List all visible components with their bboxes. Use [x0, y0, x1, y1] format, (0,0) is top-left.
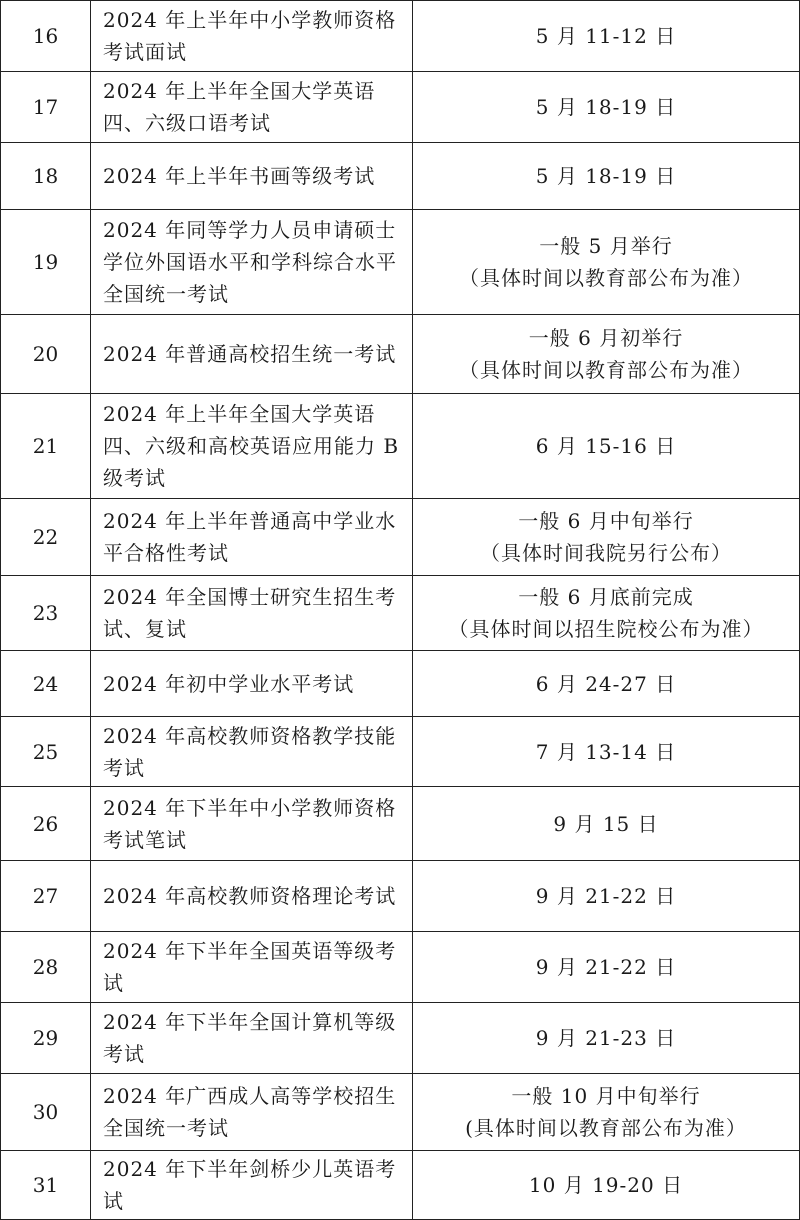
table-row: [1, 72, 800, 143]
exam-date: 10 月 19-20 日: [413, 1151, 800, 1220]
exam-name: 2024 年全国博士研究生招生考试、复试: [91, 576, 413, 651]
exam-date: 6 月 24-27 日: [413, 651, 800, 717]
exam-name: 2024 年下半年全国计算机等级考试: [91, 1003, 413, 1074]
row-number: 22: [1, 499, 91, 576]
exam-name: 2024 年下半年全国英语等级考试: [91, 932, 413, 1003]
exam-date: 6 月 15-16 日: [413, 394, 800, 499]
exam-name: 2024 年初中学业水平考试: [91, 651, 413, 717]
row-number: 27: [1, 861, 91, 932]
row-number: 24: [1, 651, 91, 717]
table-row: [1, 651, 800, 717]
row-number: 29: [1, 1003, 91, 1074]
exam-date: 一般 10 月中旬举行 (具体时间以教育部公布为准）: [413, 1074, 800, 1151]
exam-date: 9 月 15 日: [413, 787, 800, 861]
table-row: [1, 576, 800, 651]
table-row: [1, 1074, 800, 1151]
row-number: 28: [1, 932, 91, 1003]
exam-name: 2024 年上半年书画等级考试: [91, 143, 413, 210]
exam-date: 一般 6 月中旬举行 （具体时间我院另行公布）: [413, 499, 800, 576]
exam-name: 2024 年广西成人高等学校招生全国统一考试: [91, 1074, 413, 1151]
row-number: 20: [1, 315, 91, 394]
row-number: 26: [1, 787, 91, 861]
table-row: [1, 315, 800, 394]
exam-name: 2024 年上半年全国大学英语四、六级口语考试: [91, 72, 413, 143]
exam-date: 9 月 21-22 日: [413, 861, 800, 932]
exam-date: 一般 6 月底前完成 （具体时间以招生院校公布为准）: [413, 576, 800, 651]
table-row: [1, 1, 800, 72]
table-row: [1, 210, 800, 315]
exam-name: 2024 年普通高校招生统一考试: [91, 315, 413, 394]
exam-name: 2024 年高校教师资格理论考试: [91, 861, 413, 932]
exam-name: 2024 年下半年中小学教师资格考试笔试: [91, 787, 413, 861]
exam-date: 一般 6 月初举行 （具体时间以教育部公布为准）: [413, 315, 800, 394]
row-number: 18: [1, 143, 91, 210]
row-number: 23: [1, 576, 91, 651]
row-number: 30: [1, 1074, 91, 1151]
exam-name: 2024 年上半年中小学教师资格考试面试: [91, 1, 413, 72]
table-row: [1, 861, 800, 932]
table-row: [1, 787, 800, 861]
table-row: [1, 1003, 800, 1074]
exam-name: 2024 年下半年剑桥少儿英语考试: [91, 1151, 413, 1220]
exam-name: 2024 年上半年全国大学英语四、六级和高校英语应用能力 B 级考试: [91, 394, 413, 499]
row-number: 19: [1, 210, 91, 315]
row-number: 17: [1, 72, 91, 143]
row-number: 25: [1, 717, 91, 787]
exam-name: 2024 年上半年普通高中学业水平合格性考试: [91, 499, 413, 576]
exam-date: 5 月 11-12 日: [413, 1, 800, 72]
exam-name: 2024 年高校教师资格教学技能考试: [91, 717, 413, 787]
table-row: [1, 932, 800, 1003]
exam-date: 9 月 21-23 日: [413, 1003, 800, 1074]
exam-name: 2024 年同等学力人员申请硕士学位外国语水平和学科综合水平全国统一考试: [91, 210, 413, 315]
exam-date: 9 月 21-22 日: [413, 932, 800, 1003]
table-row: [1, 143, 800, 210]
table-row: [1, 717, 800, 787]
table-row: [1, 394, 800, 499]
row-number: 16: [1, 1, 91, 72]
exam-date: 5 月 18-19 日: [413, 72, 800, 143]
table-row: [1, 499, 800, 576]
exam-date: 一般 5 月举行 （具体时间以教育部公布为准）: [413, 210, 800, 315]
exam-date: 7 月 13-14 日: [413, 717, 800, 787]
row-number: 31: [1, 1151, 91, 1220]
row-number: 21: [1, 394, 91, 499]
table-row: [1, 1151, 800, 1220]
exam-date: 5 月 18-19 日: [413, 143, 800, 210]
